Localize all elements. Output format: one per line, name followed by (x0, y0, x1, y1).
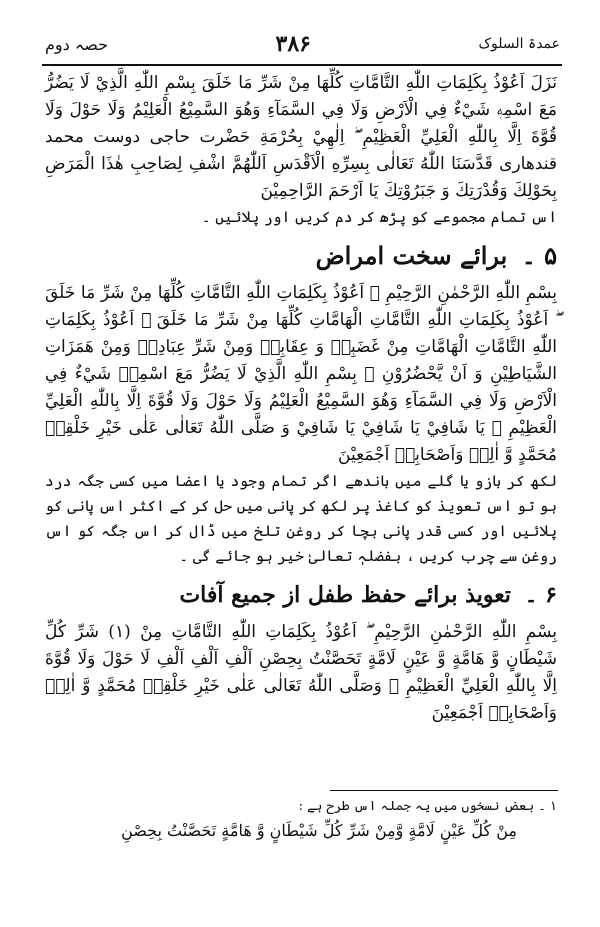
intro-note: اس تمام مجموعے کو پڑھ کر دم کریں اور پلائیں ۔ (201, 208, 557, 226)
footnote-urdu: ۱ ۔ بعض نسخوں میں یہ جملہ اس طرح ہے : (298, 799, 557, 814)
intro-arabic: نَزَلَ اَعُوْذُ بِكَلِمَاتِ اللّٰهِ التَّامَّاتِ كُلِّهَا مِنْ شَرِّ مَا خَلَقَ بِسْمِ اللّٰهِ الَّذِيْ لَا يَضُرُّ مَعَ اسْمِهٖ شَيْءٌ فِي الْاَرْضِ وَلَا فِي السَّمَآءِ وَهُوَ السَّمِيْعُ الْعَلِيْمُ وَلَا حَوْلَ وَلَا قُوَّةَ اِلَّا بِاللّٰهِ الْعَلِيِّ الْعَظِيْمِ ۖ اِلٰهِيْ بِحُرْمَةِ حَضْرت حاجی دوست محمد قندھاری قَدَّسَنَا اللّٰهُ تَعَالٰى بِسِرِّهِ الْاَقْدَسِ اَللّٰهُمَّ اشْفِ لِصَاحِبِ هٰذَا الْمَرَضِ بِحَوْلِكَ وَقُدْرَتِكَ وَ جَبَرُوْتِكَ يَا اَرْحَمَ الرَّاحِمِيْنَ (45, 73, 557, 201)
section-6-arabic: بِسْمِ اللّٰهِ الرَّحْمٰنِ الرَّحِيْمِ ۖ اَعُوْذُ بِكَلِمَاتِ اللّٰهِ التَّامَّاتِ مِنْ (۱) شَرِّ كُلِّ شَيْطَانٍ وَّ هَامَّةٍ وَّ عَيْنٍ لَامَّةٍ تَحَصَّنْتُ بِحِصْنِ اَلْفِ اَلْفِ اَلْفِ لَا حَوْلَ وَلَا قُوَّةَ اِلَّا بِاللّٰهِ الْعَلِيِّ الْعَظِيْمِ ۖ وَصَلَّى اللّٰهُ تَعَالٰى عَلٰى خَيْرِ خَلْقِهٖ مُحَمَّدٍ وَّ اٰلِهٖ وَاَصْحَابِهٖ اَجْمَعِيْنَ (45, 622, 557, 723)
section-5-instructions: لکھ کر بازو یا گلے میں باندھے اگر تمام وجود یا اعضا میں کسی جگہ درد ہو تو اس تعویذ کو کاغذ پر لکھ کر پانی میں حل کر کے اکثر اس پانی کو پلائیں اور کسی قدر پانی بچا کر روغن تلخ میں ڈال کر اس جگہ کو اس روغن سے چرب کریں ، بفضلہٖ تعالیٰ خیر ہو جائے گی ۔ (45, 472, 557, 565)
page-header (45, 24, 560, 64)
section-6-number: ۶ ۔ (524, 582, 557, 608)
section-6-title: تعویذ برائے حفظ طفل از جمیع آفات (179, 582, 511, 608)
section-6-heading (45, 575, 557, 615)
footnote (45, 796, 557, 844)
footnote-arabic: مِنْ كُلِّ عَيْنٍ لَامَّةٍ وَّمِنْ شَرِّ كُلِّ شَيْطَانٍ وَّ هَامَّةٍ تَحَصَّنْتُ بِحِصْنِ (121, 821, 517, 840)
section-5-heading (45, 236, 557, 276)
page-number: ۳۸۶ (275, 31, 311, 57)
footnote-rule (330, 790, 558, 791)
volume-label: حصہ دوم (45, 34, 108, 54)
book-title: عمدۃ السلوک (478, 36, 560, 52)
header-rule (42, 64, 562, 66)
section-5-number: ۵ ۔ (521, 241, 557, 270)
section-5-title: برائے سخت امراض (315, 241, 508, 270)
page-body (45, 70, 557, 727)
section-5-arabic: بِسْمِ اللّٰهِ الرَّحْمٰنِ الرَّحِيْمِ ۖ اَعُوْذُ بِكَلِمَاتِ اللّٰهِ التَّامَّاتِ كُلِّهَا مِنْ شَرِّ مَا خَلَقَ ۖ اَعُوْذُ بِكَلِمَاتِ اللّٰهِ التَّامَّاتِ الْهَامَّاتِ كُلِّهَا مِنْ شَرِّ مَا خَلَقَ ۖ اَعُوْذُ بِكَلِمَاتِ اللّٰهِ التَّامَّاتِ الْهَامَّاتِ مِنْ غَضَبِهٖ وَ عِقَابِهٖ وَمِنْ شَرِّ عِبَادِهٖ وَمِنْ هَمَزَاتِ الشَّيَاطِيْنِ وَ اَنْ يَّحْضُرُوْنِ ۖ بِسْمِ اللّٰهِ الَّذِيْ لَا يَضُرُّ مَعَ اسْمِهٖ شَيْءٌ فِي الْاَرْضِ وَلَا فِي السَّمَآءِ وَهُوَ السَّمِيْعُ الْعَلِيْمُ وَلَا حَوْلَ وَلَا قُوَّةَ اِلَّا بِاللّٰهِ الْعَلِيِّ الْعَظِيْمِ ۖ يَا شَافِيْ يَا شَافِيْ يَا شَافِيْ وَ صَلَّى اللّٰهُ تَعَالٰى عَلٰى خَيْرِ خَلْقِهٖ مُحَمَّدٍ وَّ اٰلِهٖ وَاَصْحَابِهٖ اَجْمَعِيْنَ (45, 283, 557, 465)
